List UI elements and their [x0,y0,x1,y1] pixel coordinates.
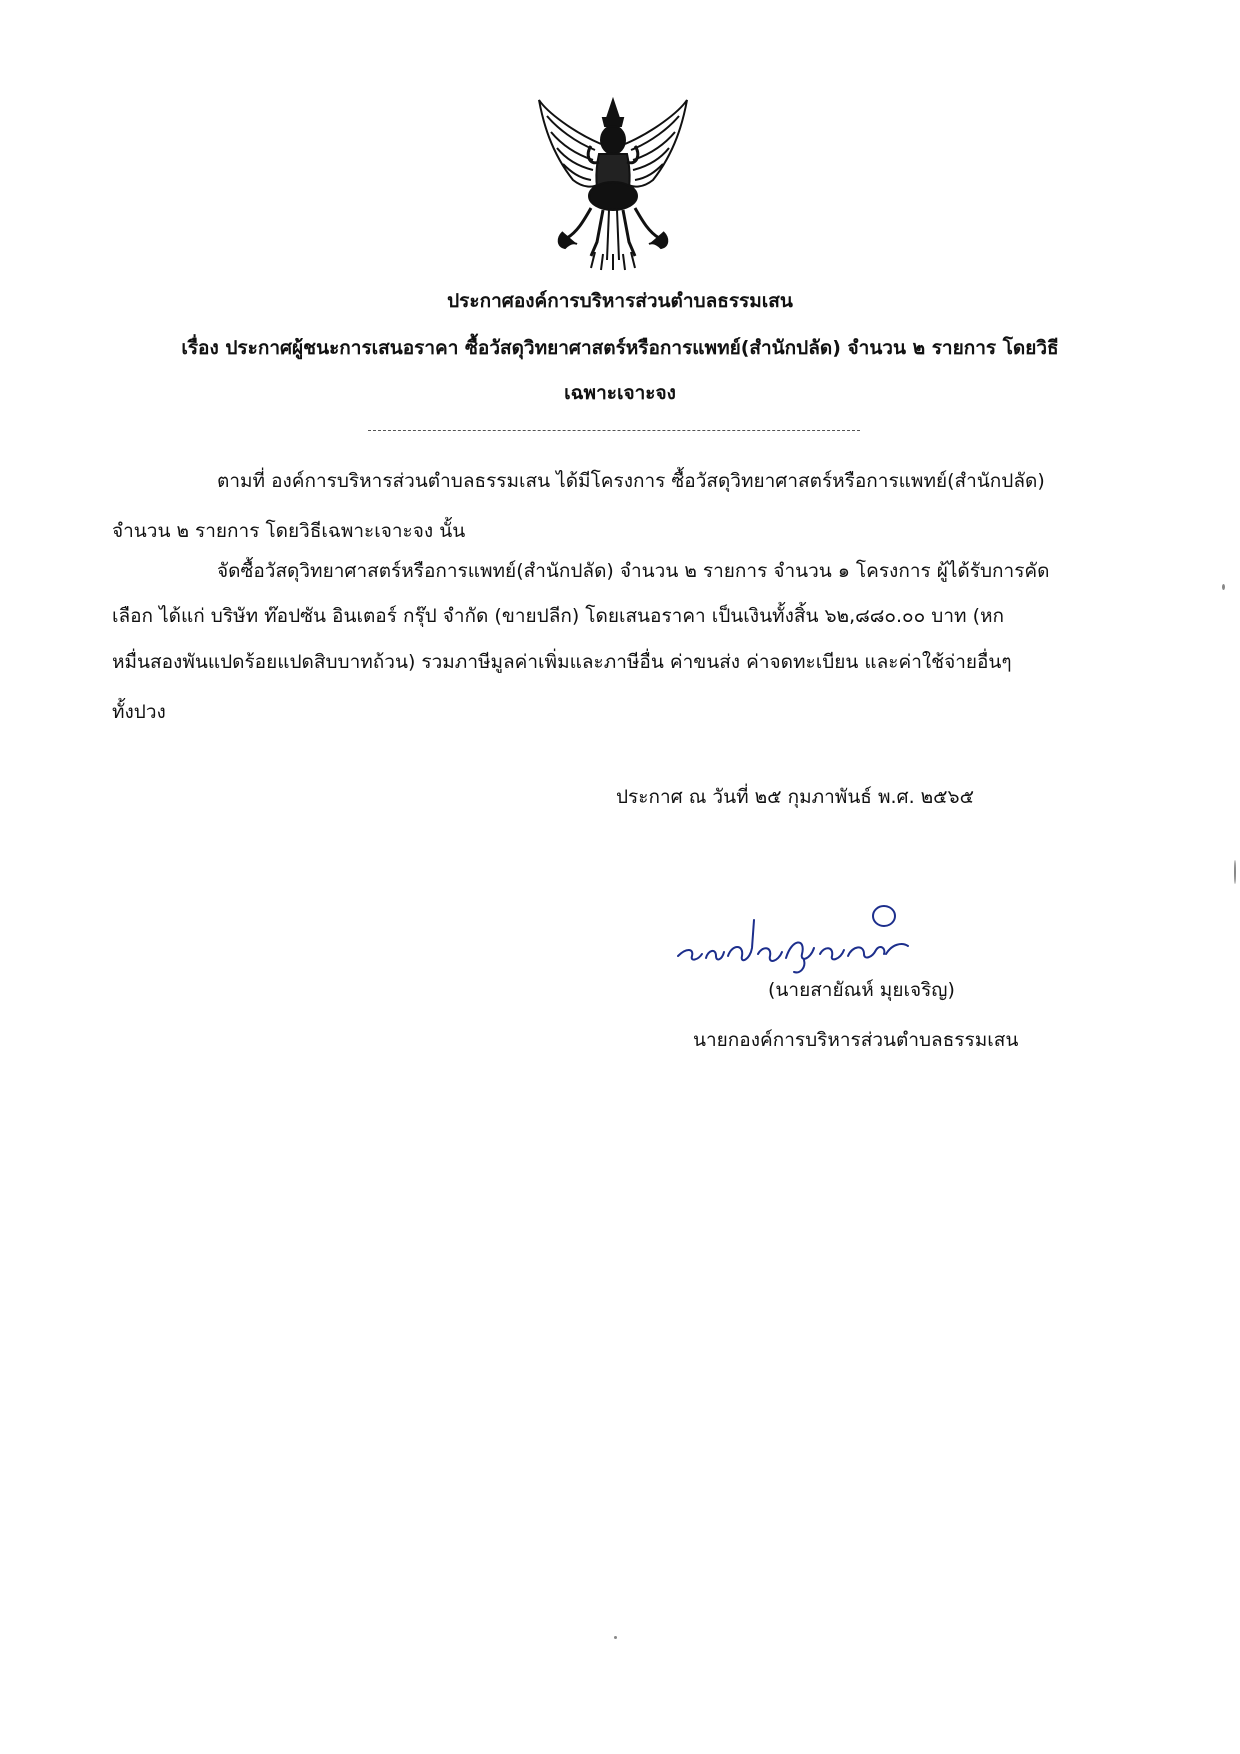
body-paragraph-2-line-3: หมื่นสองพันแปดร้อยแปดสิบบาทถ้วน) รวมภาษีมูลค่าเพิ่มและภาษีอื่น ค่าขนส่ง ค่าจดทะเบียน และค่าใช้จ่ายอื่นๆ [112,651,1012,673]
title-divider [368,430,860,431]
handwritten-signature [672,898,922,980]
body-paragraph-2-line-4: ทั้งปวง [112,701,166,723]
scan-speck [1222,584,1225,590]
body-paragraph-2-line-2: เลือก ได้แก่ บริษัท ท๊อปซัน อินเตอร์ กรุ๊ป จำกัด (ขายปลีก) โดยเสนอราคา เป็นเงินทั้งสิ้น ๖๒,๘๘๐.๐๐ บาท (หก [112,605,1005,627]
scan-speck [614,1636,617,1639]
body-paragraph-2-line-1: จัดซื้อวัสดุวิทยาศาสตร์หรือการแพทย์(สำนักปลัด) จำนวน ๒ รายการ จำนวน ๑ โครงการ ผู้ได้รับการคัด [217,560,1050,582]
announcement-date: ประกาศ ณ วันที่ ๒๕ กุมภาพันธ์ พ.ศ. ๒๕๖๕ [616,786,974,808]
scan-speck [1234,860,1236,884]
signer-name: (นายสายัณห์ มุยเจริญ) [768,979,955,1001]
announcement-subject: เรื่อง ประกาศผู้ชนะการเสนอราคา ซื้อวัสดุวิทยาศาสตร์หรือการแพทย์(สำนักปลัด) จำนวน ๒ รายการ โดยวิธี [181,337,1059,359]
announcement-subject-continued: เฉพาะเจาะจง [564,382,676,404]
body-paragraph-1-line-2: จำนวน ๒ รายการ โดยวิธีเฉพาะเจาะจง นั้น [112,520,466,542]
garuda-emblem-icon [533,92,693,272]
body-paragraph-1-line-1: ตามที่ องค์การบริหารส่วนตำบลธรรมเสน ได้มีโครงการ ซื้อวัสดุวิทยาศาสตร์หรือการแพทย์(สำนักปลัด) [217,470,1045,492]
signer-title: นายกองค์การบริหารส่วนตำบลธรรมเสน [693,1029,1019,1051]
announcement-title: ประกาศองค์การบริหารส่วนตำบลธรรมเสน [447,290,793,312]
